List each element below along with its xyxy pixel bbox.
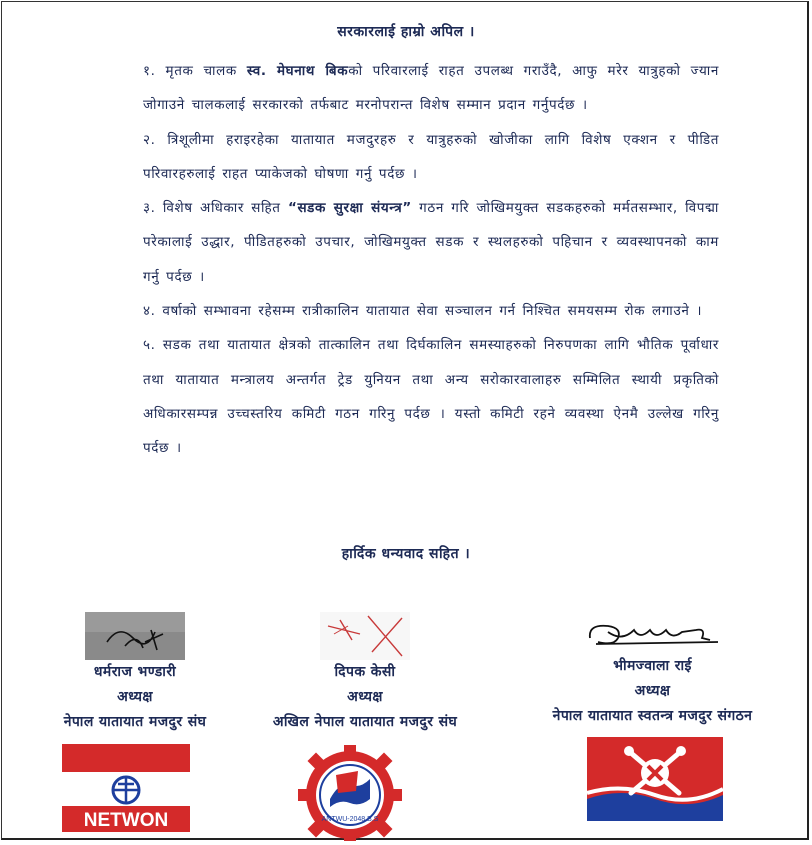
point-number: ३. (143, 200, 156, 217)
point-number: ५. (143, 337, 156, 354)
signatory-3 (520, 612, 785, 729)
appeal-body (143, 54, 719, 466)
point-bold-text: स्व. मेघनाथ बिक (246, 63, 349, 79)
signatory-2-org: अखिल नेपाल यातायात मजदुर संघ (272, 714, 458, 730)
signature-2-image (320, 612, 410, 660)
netwon-logo (62, 744, 190, 832)
signatory-3-name: भीमज्वाला राई (613, 658, 692, 674)
point-text: गठन गरि जोखिमयुक्त सडकहरुको मर्मतसम्भार, विपद्मा परेकालाई उद्धार, पीडितहरुको उपचार, जोखिमयुक्त सडक र स्थलहरुको पहिचान र व्यवस्थापनको काम गर्नु पर्दछ । (143, 200, 719, 285)
appeal-point-2 (143, 123, 719, 192)
signatory-2 (250, 612, 480, 735)
point-text: विशेष अधिकार सहित (155, 200, 288, 217)
point-text: त्रिशूलीमा हराइरहेका यातायात मजदुरहरु र यात्रुहरुको खोजीका लागि विशेष एक्शन र पीडित परिवारहरुलाई राहत प्याकेजको घोषणा गर्नु पर्दछ । (143, 131, 719, 182)
netwon-logo-text: NETWON (83, 810, 169, 831)
appeal-point-4 (143, 294, 719, 328)
point-number: २. (143, 131, 156, 148)
appeal-heading: सरकारलाई हाम्रो अपिल । (337, 24, 475, 40)
appeal-point-3 (143, 191, 719, 294)
point-text: वर्षाको सम्भावना रहेसम्म रात्रीकालिन यातायात सेवा सञ्चालन गर्न निश्चित समयसम्म रोक लगाउने । (155, 303, 703, 320)
antwu-logo (296, 741, 404, 841)
point-text: सडक तथा यातायात क्षेत्रको तात्कालिन तथा दिर्घकालिन समस्याहरुको निरुपणका लागि भौतिक पूर्वाधार तथा यातायात मन्त्रालय अन्तर्गत ट्रेड युनियन तथा अन्य सरोकारवालाहरु सम्मिलित स्थायी प्रकृतिको अधिकारसम्पन्न उच्चस्तरिय कमिटी गठन गरिनु पर्दछ । यस्तो कमिटी रहने व्यवस्था ऐनमै उल्लेख गरिनु पर्दछ । (143, 337, 719, 457)
signatory-1-name: धर्मराज भण्डारी (93, 664, 177, 680)
signature-3-image (578, 612, 728, 654)
closing-line: हार्दिक धन्यवाद सहित । (341, 546, 471, 562)
signatory-1-title: अध्यक्ष (117, 689, 153, 705)
point-number: ४. (143, 303, 156, 320)
point-number: १. (143, 63, 156, 79)
signatory-3-org: नेपाल यातायात स्वतन्त्र मजदुर संगठन (552, 708, 753, 724)
signature-1-image (85, 612, 185, 660)
point-bold-text: “सडक सुरक्षा संयन्त्र” (287, 200, 412, 217)
signatory-2-title: अध्यक्ष (347, 689, 383, 705)
signatory-3-title: अध्यक्ष (634, 683, 671, 699)
signatory-1-org: नेपाल यातायात मजदुर संघ (63, 714, 207, 730)
point-text: को परिवारलाई राहत उपलब्ध गराउँदै, आफु मरेर यात्रुहको ज्यान जोगाउने चालकलाई सरकारको तर्फबाट मरनोपरान्त विशेष सम्मान प्रदान गर्नुपर्दछ । (143, 63, 719, 114)
appeal-point-1 (143, 54, 719, 123)
appeal-point-5 (143, 328, 719, 465)
point-text: मृतक चालक (155, 63, 247, 79)
signatory-2-name: दिपक केसी (334, 664, 396, 680)
swatantra-sangathan-logo (587, 737, 723, 821)
antwu-logo-text: ANTWU-2048 B.S (321, 816, 379, 823)
signatory-1 (50, 612, 220, 735)
